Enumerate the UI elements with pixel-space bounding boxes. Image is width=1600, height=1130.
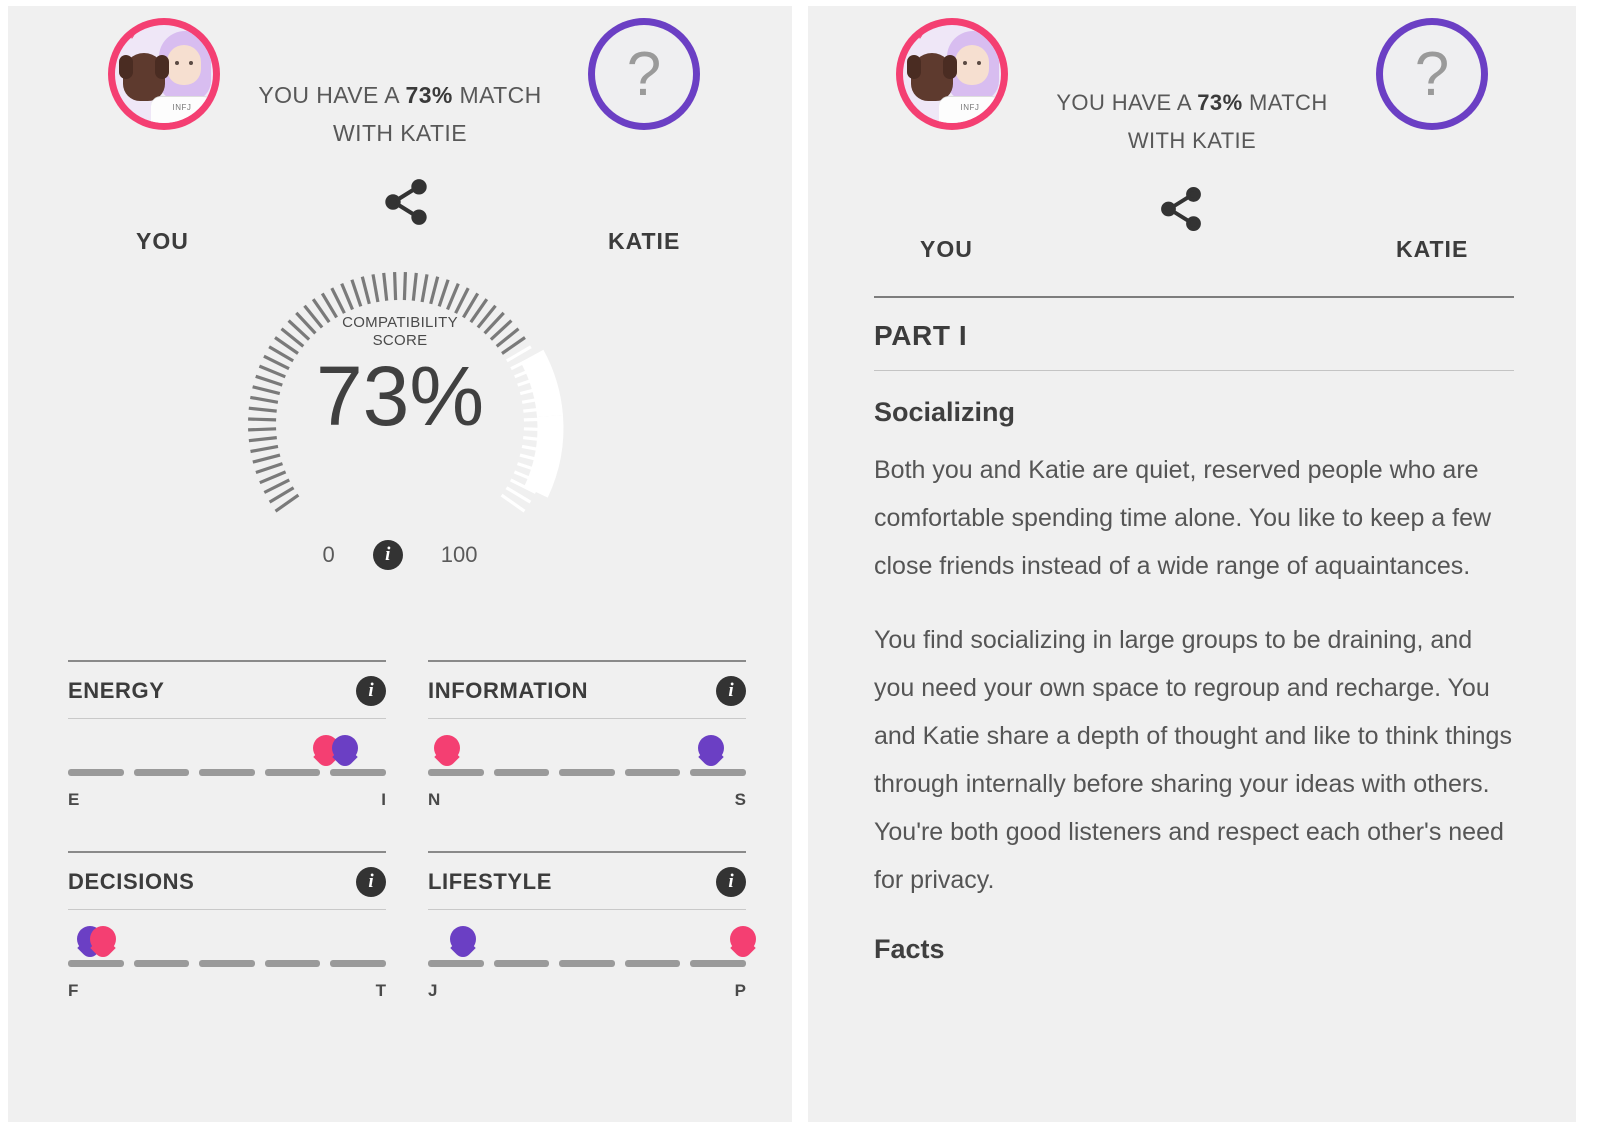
match-suffix: MATCH	[1242, 90, 1328, 115]
shirt-text: INFJ	[172, 103, 192, 112]
card-title: DECISIONS	[68, 869, 195, 894]
gauge-label	[220, 314, 580, 350]
marker-you	[90, 926, 116, 960]
report-header-left	[8, 6, 792, 266]
info-icon[interactable]: i	[356, 867, 386, 897]
report-body	[874, 296, 1514, 965]
match-text-line2: WITH KATIE	[333, 120, 467, 146]
label-katie: KATIE	[608, 228, 681, 254]
divider	[428, 660, 746, 662]
match-percent: 73%	[1197, 90, 1243, 115]
paragraph-2: You find socializing in large groups to be draining, and you need your own space to regroup and recharge. You and Katie share a depth of thought and like to think things through internally before sharing your ideas with others. You're both good listeners and respect each other's need for privacy.	[874, 626, 1512, 894]
card-title: ENERGY	[68, 678, 165, 703]
poles	[68, 981, 386, 1001]
facts-title: Facts	[874, 934, 945, 964]
face-shape	[955, 45, 989, 85]
marker-you	[730, 926, 756, 960]
gauge-min: 0	[322, 542, 335, 567]
card-scale	[68, 719, 386, 837]
pole-left: F	[68, 981, 79, 1000]
question-mark-avatar: ?	[626, 39, 662, 109]
label-you: YOU	[136, 228, 189, 254]
segment-track	[428, 769, 746, 776]
marker-katie	[332, 735, 358, 769]
gauge-scale	[220, 540, 580, 570]
poles	[68, 790, 386, 810]
marker-katie	[698, 735, 724, 769]
marker-katie	[450, 926, 476, 960]
section-title: Socializing	[874, 397, 1016, 427]
pole-right: S	[734, 790, 746, 809]
part-label: PART I	[874, 298, 1514, 371]
pole-right: I	[381, 790, 386, 809]
divider	[68, 851, 386, 853]
report-header-right	[808, 6, 1576, 266]
markers	[68, 719, 386, 769]
info-icon[interactable]: i	[716, 676, 746, 706]
question-mark-avatar: ?	[1414, 39, 1450, 109]
match-suffix: MATCH	[452, 82, 542, 108]
gauge-value: 73%	[315, 349, 485, 443]
pole-right: P	[734, 981, 746, 1000]
poles	[428, 981, 746, 1001]
card-scale	[428, 910, 746, 1028]
match-percent: 73%	[405, 82, 453, 108]
compatibility-gauge	[8, 244, 792, 567]
face-shape	[167, 45, 201, 85]
card-header	[68, 867, 386, 910]
label-you: YOU	[920, 236, 973, 262]
match-text-line2: WITH KATIE	[1127, 128, 1257, 153]
pole-left: J	[428, 981, 438, 1000]
dichotomy-cards	[68, 646, 746, 1028]
match-prefix: YOU HAVE A	[1056, 90, 1198, 115]
poles	[428, 790, 746, 810]
hearts-icon: ♥♥	[121, 31, 137, 42]
gauge-max: 100	[440, 542, 478, 567]
marker-you	[434, 735, 460, 769]
pole-left: E	[68, 790, 80, 809]
share-icon[interactable]	[380, 176, 432, 233]
card-scale	[68, 910, 386, 1028]
markers	[428, 910, 746, 960]
card-title: INFORMATION	[428, 678, 589, 703]
info-icon[interactable]: i	[716, 867, 746, 897]
segment-track	[428, 960, 746, 967]
info-icon[interactable]: i	[356, 676, 386, 706]
hearts-icon: ♥♥	[909, 31, 925, 42]
card-energy	[68, 646, 386, 837]
gauge-label-line2: SCORE	[372, 332, 428, 349]
card-header	[428, 867, 746, 910]
divider	[428, 851, 746, 853]
card-lifestyle	[428, 837, 746, 1028]
markers	[428, 719, 746, 769]
shirt-text: INFJ	[960, 103, 980, 112]
divider	[68, 660, 386, 662]
card-decisions	[68, 837, 386, 1028]
card-information	[428, 646, 746, 837]
match-prefix: YOU HAVE A	[258, 82, 406, 108]
match-text-line1	[8, 82, 792, 109]
panel-compatibility-overview	[8, 6, 792, 1122]
gauge-label-line1: COMPATIBILITY	[342, 314, 458, 331]
segment-track	[68, 960, 386, 967]
share-icon[interactable]	[1156, 184, 1206, 239]
markers	[68, 910, 386, 960]
match-text-line1	[808, 90, 1576, 116]
info-icon[interactable]: i	[373, 540, 403, 570]
card-scale	[428, 719, 746, 837]
paragraph-1: Both you and Katie are quiet, reserved people who are comfortable spending time alone. You like to keep a few close friends instead of a wide range of aquaintances.	[874, 456, 1492, 580]
pole-left: N	[428, 790, 441, 809]
card-title: LIFESTYLE	[428, 869, 552, 894]
card-header	[428, 676, 746, 719]
label-katie: KATIE	[1396, 236, 1469, 262]
pole-right: T	[375, 981, 386, 1000]
segment-track	[68, 769, 386, 776]
card-header	[68, 676, 386, 719]
panel-report-text	[808, 6, 1576, 1122]
